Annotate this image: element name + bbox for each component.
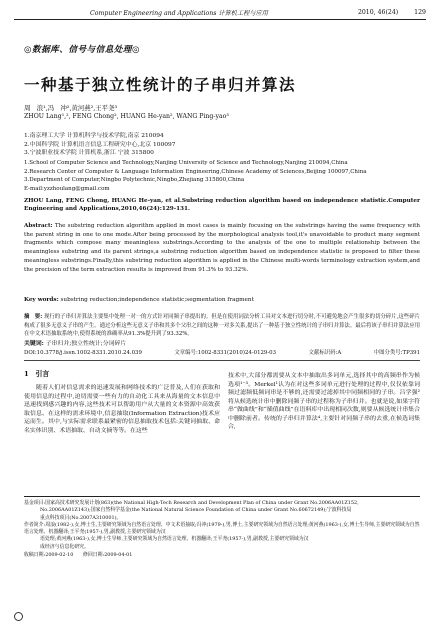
affiliation-cn-1: 1.南京理工大学 计算机科学与技术学院,南京 210094 [24,133,164,139]
revised-date: 修回日期:2009-04-01 [82,552,133,559]
affiliation-cn-2: 2.中国科学院 计算机语言信息工程研究中心,北京 100097 [24,141,176,148]
running-header [14,6,426,18]
footnote-line: 重点科技项目(No.2007A310001)。 [40,514,122,521]
document-code: 文献标识码:A [308,350,342,356]
affiliation-en-2: 2.Research Center of Computer & Language Information Engineering,Chinese Academy of Sciences,Beijing 100097,China [24,168,367,175]
classification-number: 中图分类号:TP391 [373,350,420,356]
header-rule [14,19,426,20]
abstract-en-text: The substring reduction algorithm applied in most cases is mainly focusing on the substrings having the same frequency with the parent string in one to one mode.After being processed by the morphological analysis tool,it's unavoidable to product many segment fragments which compose many meaningless substrings.According to the analysis of the one to multiple relationship between the meaningless substring and its parent strings,a substring reduction algorithm based on independence statistic is proposed to filter these meaningless substrings.Finally,this substring reduction algorithm is applied in the Chinese multi-words terminology extraction system,and the precision of the term extraction results is improved from 91.3% to 93.32%. [24,223,420,273]
keywords-en-label: Key words: [24,297,59,303]
footnote-line: 基金项目:国家高技术研究发展计划(863)(the National High-Tech Research and Development Plan of China under Grant No.2006AA01Z152, [24,500,359,506]
abstract-cn [24,313,420,339]
abstract-en-label: Abstract: [24,223,53,229]
authors-cn: 周 浪¹,冯 冲²,黄河燕²,王平尧³ [24,104,118,112]
abstract-separator [24,360,420,361]
article-number: 文章编号:1002-8331(2010)24-0129-03 [174,350,277,356]
footnotes [24,500,420,559]
header-page-number: 129 [414,8,426,16]
footnote-line: No.2006AA01Z143);国家自然科学基金(the National Natural Science Foundation of China under Grant No.60672149);宁波科技局 [40,507,352,514]
header-right [344,9,426,16]
article-identifiers [24,349,420,357]
manuscript-dates [24,552,420,559]
footnote-line: 成经济与信息化研究。 [40,543,89,550]
keywords-cn [24,340,420,348]
author-email: E-mail:yzzhoulang@gmail.com [24,186,110,192]
journal-name: Computer Engineering and Applications 计算机工程与应用 [90,9,268,17]
keywords-cn-text: 子串归并;独立性统计;分词碎片 [45,341,127,347]
affiliation-en-1: 1.School of Computer Science and Technology,Nanjing University of Science and Technology,Nanjing 210094,China [24,160,348,166]
footnote-rule [24,496,420,497]
abstract-en [24,222,420,274]
received-date: 收稿日期:2009-02-10 [24,552,74,559]
authors-en: ZHOU Lang¹,², FENG Chong², HUANG He-yan², WANG Ping-yao³ [24,113,229,120]
footnote-line: 作者简介:周浪(1982-),女,博士生,主要研究领域为自然语言处理、中文术语抽取;冯冲(1979-),男,博士,主要研究领域为自然语言处理;黄河燕(1963-),女,博士生导师,主要研究领域为自然语言处理、机器翻译;王平尧(1957-),男,副教授,主要研究领域为汉 [24,521,420,536]
footnote-line: 语处理;黄河燕(1963-),女,博士生导师,主要研究领域为自然语言处理、机器翻译;王平尧(1957-),男,副教授,主要研究领域为汉 [40,536,309,543]
abstract-cn-label: 摘 要: [24,314,43,320]
citation: ZHOU Lang, FENG Chong, HUANG He-yan, et al.Substring reduction algorithm based on independence statistic.Computer Engineering and Applications,2010,46(24):129-131. [24,198,420,213]
body-left-column: 随着人们对信息需求的迅速发展和网络技术的广泛普及,人们在获取和使用信息的过程中,迫切需要一些有力的自动化工具来从海量的文本信息中迅速找到感兴趣的内容,这些技术可以帮助用户从大量的文本资源中高效获取信息。在这样的需求环境中,信息抽取(Information Extraction)技术应运而生。其中,与实际需求联系最紧密的信息抽取技术包括:关键词抽取、命名实体识别、术语抽取、自动文摘等等。在这些 [24,385,220,434]
affiliation-cn-3: 3.宁波职业技术学院 计算机系,浙江 宁波 315800 [24,150,154,156]
abstract-cn-text: 现行的子串归并算法主要集中处理一对一的方式针对同频子串提出的。但是在使用词法分析工具对文本进行切分时,不可避免地会产生很多的切分碎片,这些碎片构成了很多无意义子串的产生。通过分析这些无意义子串和其多个父串之间的这种一对多关系,提出了一种基于独立性统计的子串归并算法。最后将该子串归并算法应用在中文术语抽取系统中,使得系统的准确率从91.3%提升到了93.32%。 [24,314,420,338]
article-title: 一种基于独立性统计的子串归并算法 [24,76,297,94]
affiliation-en-3: 3.Department of Computer,Ningbo Polytechnic,Ningbo,Zhejiang 315800,China [24,177,245,183]
doi: DOI:10.3778/j.issn.1002-8331.2010.24.039 [24,350,142,356]
keywords-en [24,296,420,304]
keywords-en-text: substring reduction;independence statistic;segmentation fragment [60,297,254,303]
column-tag: ◎数据库、信号与信息处理◎ [24,45,141,55]
body-right-column: 技术中,大部分都需要从文本中抽取出多词单元,选择其中的高频串作为候选项¹⁻³。Merkel¹认为在对这些多词单元进行处理的过程中,仅仅依靠词频过滤频低频词串是不够的,还需要过滤掉其中同频相同的子串。吕学强²将从候选统计串中删除同频子串的过程称为子串归并。也就是说,如果字符串“做曲线”和“插值曲线”在语料库中出现相同次数,则要从候选统计串集合中删除前者。传统的子串归并算法⁴,主要针对同频子串的去重,在候选词集合, [228,373,420,431]
section-heading: 1 引言 [24,370,50,378]
keywords-cn-label: 关键词: [24,340,44,347]
issue-info: 2010, 46(24) [357,8,399,16]
